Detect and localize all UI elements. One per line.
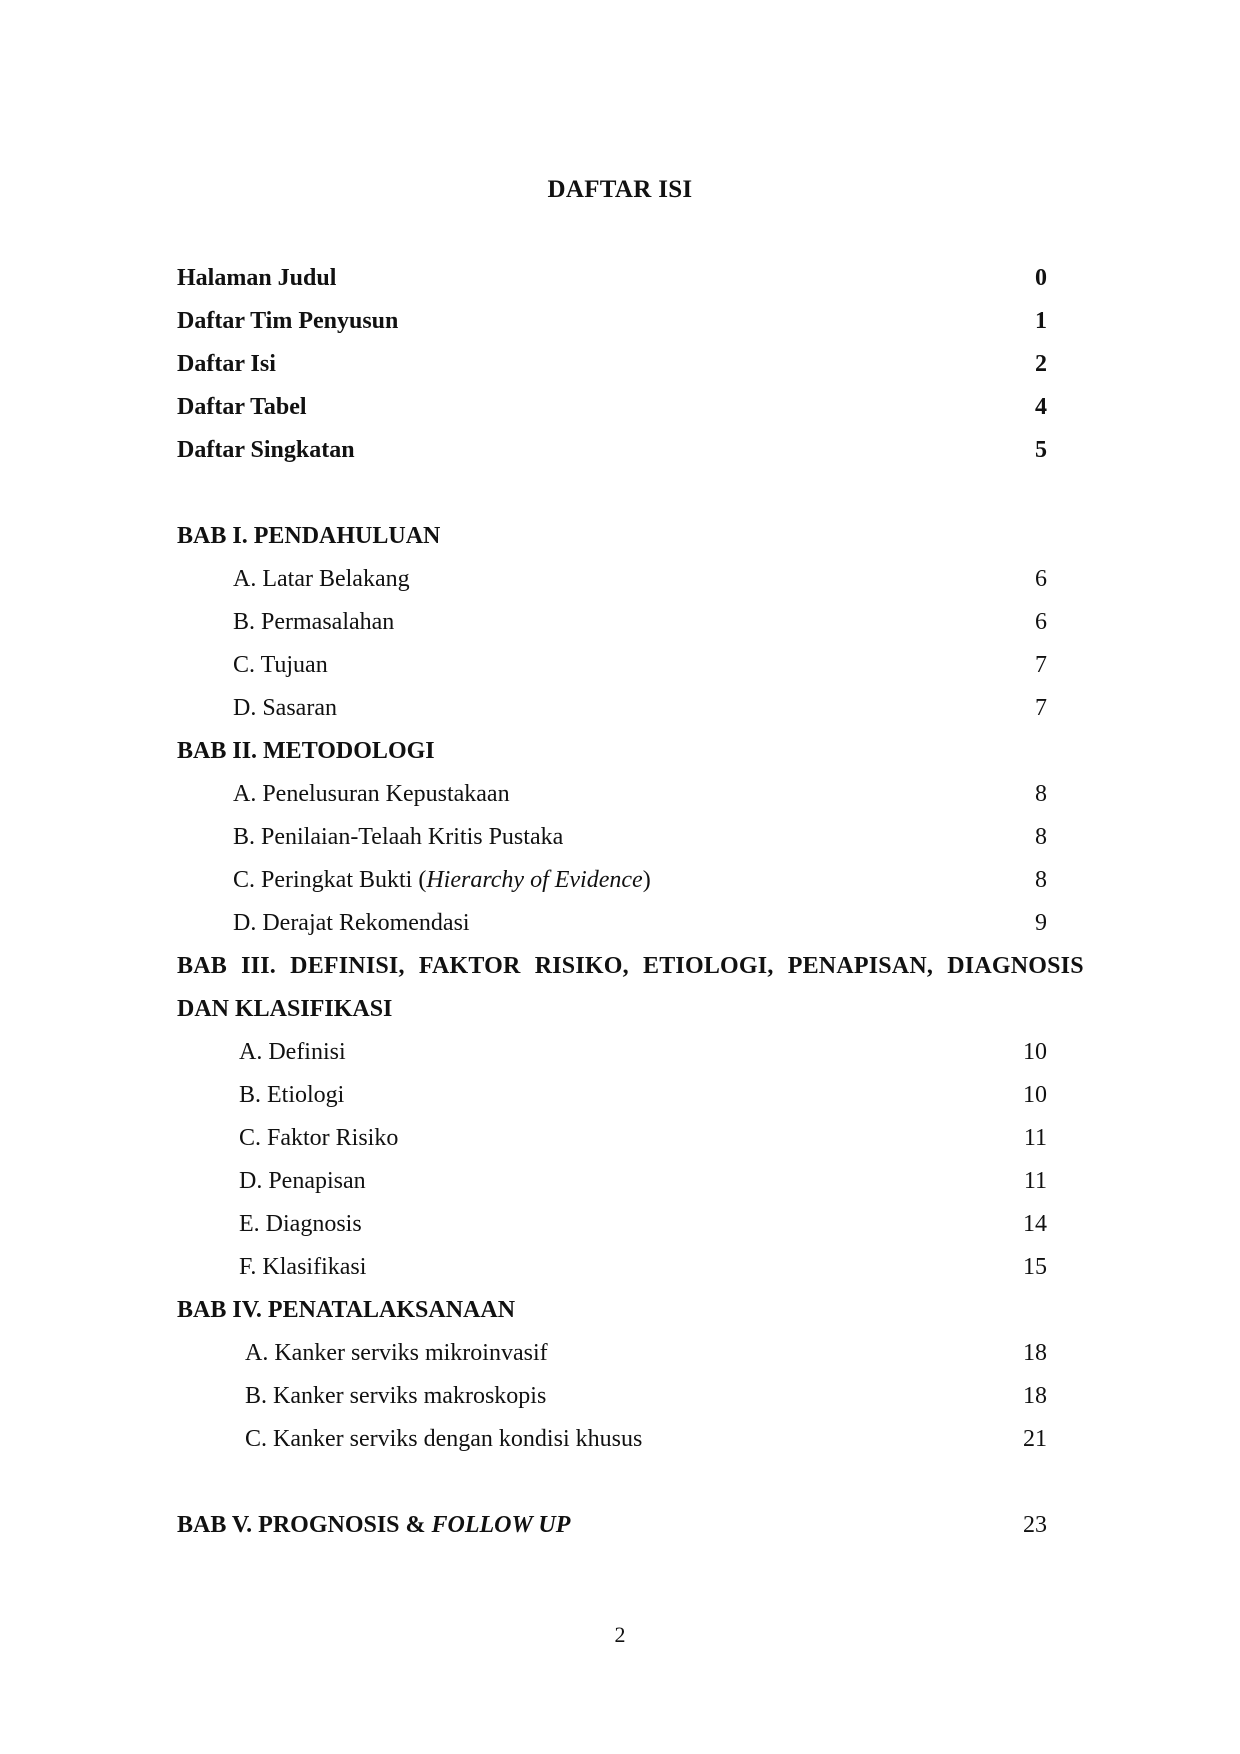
toc-entry-kanker-kondisi-khusus[interactable] [177, 1418, 1047, 1461]
toc-entry-label: A. Definisi [239, 1039, 346, 1065]
chapter-heading-label: BAB III. DEFINISI, FAKTOR RISIKO, ETIOLOGI, PENAPISAN, DIAGNOSIS [177, 953, 1084, 979]
toc-entry-page: 8 [1035, 781, 1047, 807]
toc-entry-label [233, 859, 651, 902]
toc-entry-page: 6 [1035, 566, 1047, 592]
table-of-contents [177, 257, 1084, 1547]
toc-entry-label: D. Penapisan [239, 1168, 366, 1194]
chapter-heading-bab-2[interactable] [177, 730, 1047, 773]
chapter-heading-label [177, 1504, 570, 1547]
toc-entry-label: E. Diagnosis [239, 1211, 362, 1237]
toc-entry-daftar-singkatan[interactable] [177, 429, 1047, 472]
chapter-heading-bab-4[interactable] [177, 1289, 1047, 1332]
toc-entry-penilaian-telaah[interactable] [177, 816, 1047, 859]
toc-entry-label: Daftar Isi [177, 351, 276, 377]
toc-entry-penelusuran-kepustakaan[interactable] [177, 773, 1047, 816]
toc-entry-faktor-risiko[interactable] [177, 1117, 1047, 1160]
toc-entry-label: F. Klasifikasi [239, 1254, 367, 1280]
toc-entry-page: 8 [1035, 867, 1047, 893]
toc-entry-page: 2 [1035, 351, 1047, 377]
toc-entry-page: 21 [1023, 1426, 1047, 1452]
toc-entry-label: Daftar Singkatan [177, 437, 355, 463]
toc-entry-label: D. Derajat Rekomendasi [233, 910, 470, 936]
toc-entry-page: 5 [1035, 437, 1047, 463]
toc-entry-page: 11 [1023, 1168, 1047, 1194]
toc-entry-label: C. Kanker serviks dengan kondisi khusus [245, 1426, 643, 1452]
toc-entry-label: C. Faktor Risiko [239, 1125, 399, 1151]
chapter-heading-bab-3[interactable] [177, 945, 1084, 988]
toc-entry-label: A. Kanker serviks mikroinvasif [245, 1340, 548, 1366]
toc-entry-page: 23 [1023, 1512, 1047, 1538]
toc-entry-label: D. Sasaran [233, 695, 337, 721]
toc-entry-page: 1 [1035, 308, 1047, 334]
toc-entry-tujuan[interactable] [177, 644, 1047, 687]
chapter-heading-label: BAB II. METODOLOGI [177, 738, 435, 764]
toc-entry-page: 7 [1035, 652, 1047, 678]
toc-entry-derajat-rekomendasi[interactable] [177, 902, 1047, 945]
toc-entry-kanker-makroskopis[interactable] [177, 1375, 1047, 1418]
toc-entry-peringkat-bukti[interactable] [177, 859, 1047, 902]
toc-entry-label: B. Kanker serviks makroskopis [245, 1383, 547, 1409]
page-number: 2 [614, 1622, 626, 1647]
chapter-heading-bab-1[interactable] [177, 515, 1047, 558]
toc-entry-halaman-judul[interactable] [177, 257, 1047, 300]
toc-entry-kanker-mikroinvasif[interactable] [177, 1332, 1047, 1375]
page-title: DAFTAR ISI [547, 176, 693, 203]
toc-entry-diagnosis[interactable] [177, 1203, 1047, 1246]
toc-entry-label: C. Tujuan [233, 652, 328, 678]
toc-entry-page: 4 [1035, 394, 1047, 420]
toc-entry-label: Daftar Tabel [177, 394, 307, 420]
toc-entry-daftar-tim-penyusun[interactable] [177, 300, 1047, 343]
toc-entry-page: 14 [1023, 1211, 1047, 1237]
toc-entry-label: A. Penelusuran Kepustakaan [233, 781, 510, 807]
toc-entry-page: 6 [1035, 609, 1047, 635]
toc-entry-permasalahan[interactable] [177, 601, 1047, 644]
toc-entry-klasifikasi[interactable] [177, 1246, 1047, 1289]
toc-entry-page: 7 [1035, 695, 1047, 721]
toc-entry-page: 10 [1023, 1039, 1047, 1065]
toc-entry-label: A. Latar Belakang [233, 566, 410, 592]
toc-entry-page: 11 [1023, 1125, 1047, 1151]
toc-entry-page: 0 [1035, 265, 1047, 291]
toc-entry-label-prefix: C. Peringkat Bukti ( [233, 867, 427, 893]
toc-entry-latar-belakang[interactable] [177, 558, 1047, 601]
chapter-heading-italic: FOLLOW UP [431, 1512, 571, 1538]
toc-entry-label: Daftar Tim Penyusun [177, 308, 399, 334]
chapter-heading-label: BAB IV. PENATALAKSANAAN [177, 1297, 516, 1323]
chapter-heading-label: DAN KLASIFIKASI [177, 996, 393, 1022]
chapter-heading-bab-5[interactable] [177, 1504, 1047, 1547]
toc-entry-page: 18 [1023, 1383, 1047, 1409]
toc-entry-page: 15 [1023, 1254, 1047, 1280]
toc-entry-penapisan[interactable] [177, 1160, 1047, 1203]
toc-entry-page: 9 [1035, 910, 1047, 936]
toc-entry-label: Halaman Judul [177, 265, 337, 291]
toc-entry-page: 10 [1023, 1082, 1047, 1108]
toc-entry-label: B. Permasalahan [233, 609, 395, 635]
toc-entry-sasaran[interactable] [177, 687, 1047, 730]
toc-entry-label: B. Penilaian-Telaah Kritis Pustaka [233, 824, 564, 850]
toc-entry-page: 18 [1023, 1340, 1047, 1366]
toc-entry-etiologi[interactable] [177, 1074, 1047, 1117]
toc-entry-label-suffix: ) [642, 867, 651, 893]
toc-entry-page: 8 [1035, 824, 1047, 850]
chapter-heading-label: BAB I. PENDAHULUAN [177, 523, 441, 549]
chapter-heading-bab-3-continued[interactable] [177, 988, 1047, 1031]
toc-entry-label-italic: Hierarchy of Evidence [426, 867, 643, 893]
section-spacer [177, 1461, 1047, 1504]
toc-entry-daftar-tabel[interactable] [177, 386, 1047, 429]
toc-entry-daftar-isi[interactable] [177, 343, 1047, 386]
chapter-heading-prefix: BAB V. PROGNOSIS & [177, 1512, 432, 1538]
toc-entry-label: B. Etiologi [239, 1082, 345, 1108]
toc-entry-definisi[interactable] [177, 1031, 1047, 1074]
section-spacer [177, 472, 1047, 515]
